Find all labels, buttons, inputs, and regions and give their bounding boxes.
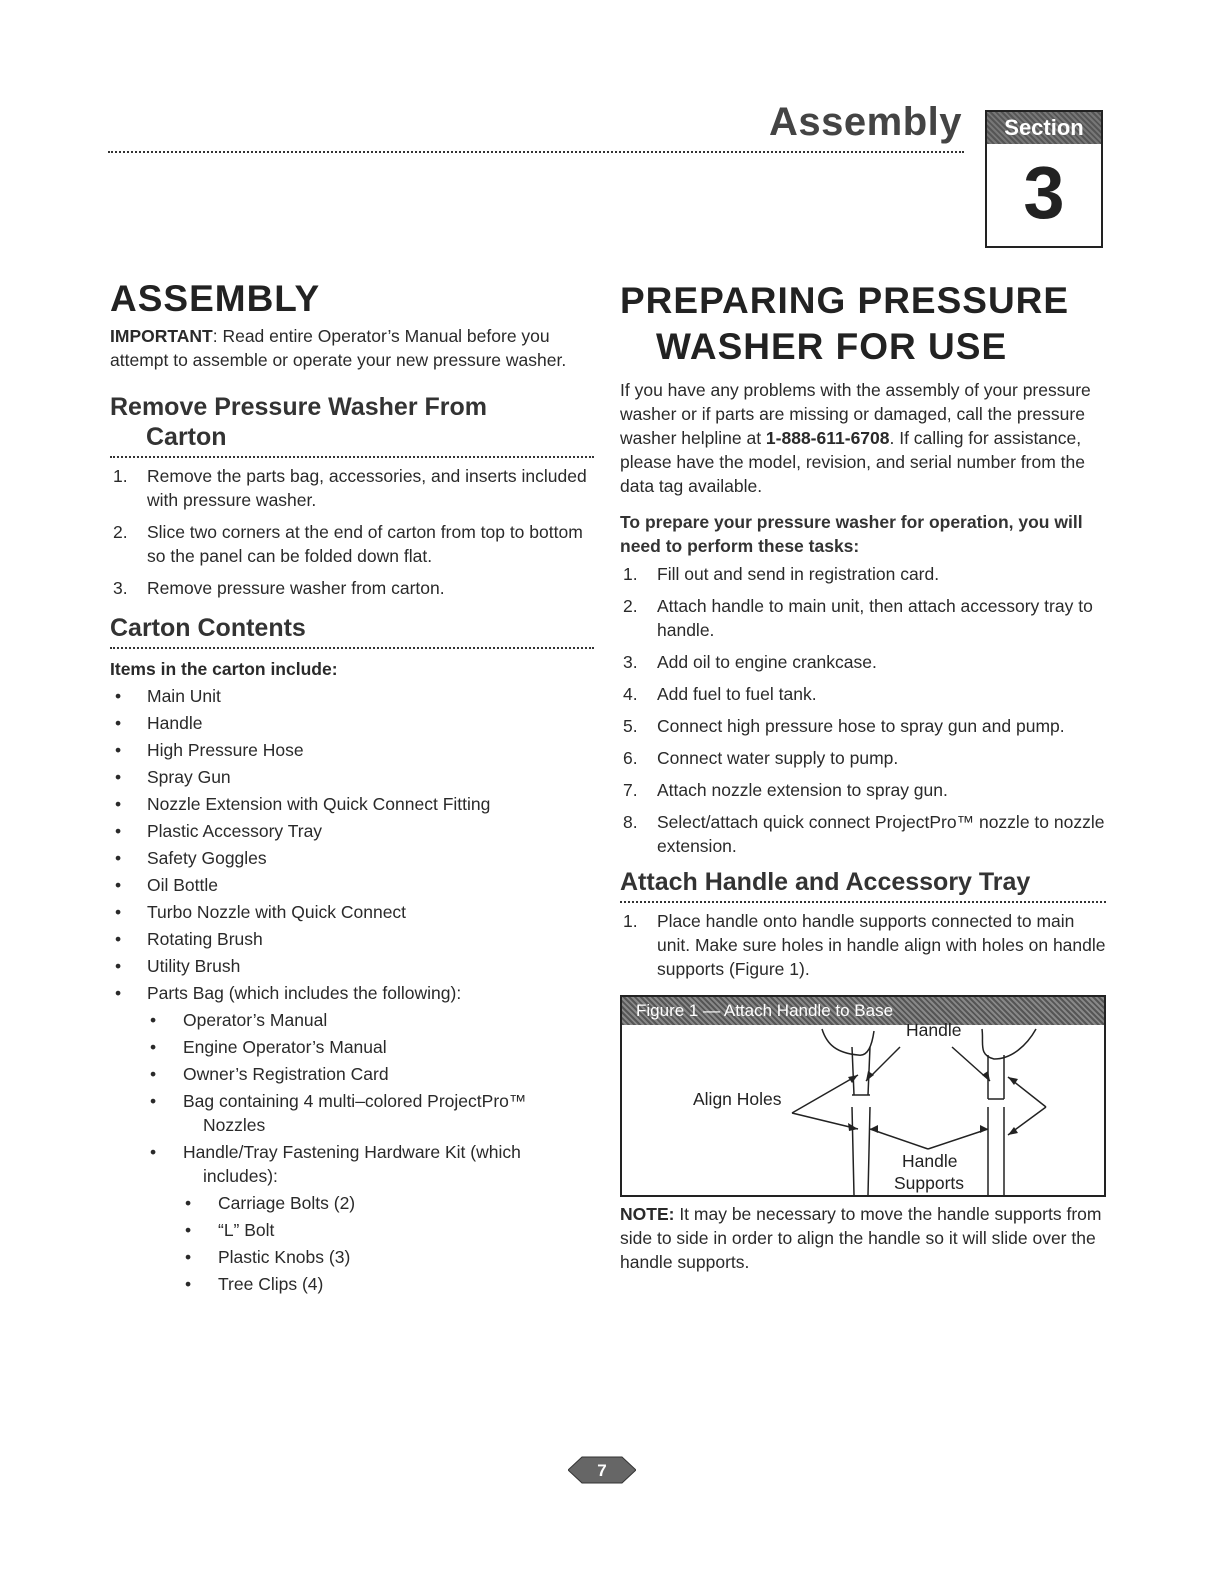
item-text: Plastic Accessory Tray: [147, 821, 323, 841]
left-column: [110, 278, 594, 1299]
intro-text-cont: . If calling for assistance, please have the model, revision, and serial number from the data tag available.: [620, 428, 1085, 496]
step-number: 2.: [623, 596, 638, 616]
arrowhead: [870, 1125, 878, 1133]
list-item: [110, 520, 594, 568]
step-text: Attach handle to main unit, then attach accessory tray to handle.: [657, 596, 1093, 640]
step-text: Place handle onto handle supports connected to main unit. Make sure holes in handle align with holes on handle supports (Figure 1).: [657, 911, 1106, 979]
figure-label-supports-1: Handle: [902, 1151, 958, 1171]
list-item: [110, 738, 594, 765]
important-label: IMPORTANT: [110, 326, 213, 346]
bullet: •: [115, 821, 122, 841]
list-item: [110, 954, 594, 981]
section-badge-number: 3: [1023, 151, 1065, 234]
section-badge-label: Section: [987, 112, 1101, 144]
step-number: 8.: [623, 812, 638, 832]
step-number: 1.: [623, 564, 638, 584]
section-header-title: Assembly: [769, 100, 962, 144]
step-text: Attach nozzle extension to spray gun.: [657, 780, 948, 800]
remove-heading-line2: Carton: [146, 423, 227, 451]
bullet: •: [150, 1142, 157, 1162]
bullet: •: [115, 740, 122, 760]
step-text: Add oil to engine crankcase.: [657, 652, 877, 672]
step-text: Remove pressure washer from carton.: [147, 578, 445, 598]
left-support-tube: [852, 1107, 870, 1195]
intro-paragraph: [620, 378, 1106, 498]
item-text: Safety Goggles: [147, 848, 267, 868]
item-text: Operator’s Manual: [183, 1010, 328, 1030]
right-column: [620, 278, 1106, 989]
bullet: •: [115, 767, 122, 787]
attach-steps-list: [620, 909, 1106, 981]
bullet: •: [115, 875, 122, 895]
bullet: •: [185, 1220, 192, 1240]
step-text: Connect high pressure hose to spray gun and pump.: [657, 716, 1065, 736]
preparing-heading: [620, 278, 1106, 370]
remove-heading-line1: Remove Pressure Washer From: [110, 393, 488, 421]
list-item: [620, 746, 1106, 770]
item-text: Parts Bag (which includes the following):: [147, 983, 462, 1003]
arrowhead: [982, 1071, 990, 1081]
list-item: [110, 711, 594, 738]
bullet: •: [185, 1247, 192, 1267]
item-text: Main Unit: [147, 686, 221, 706]
intro-text: If you have any problems with the assembly of your pressure washer or if parts are missing or damaged, call the pressure washer helpline at: [620, 380, 1091, 448]
item-text: Utility Brush: [147, 956, 241, 976]
list-item: [110, 927, 594, 954]
carton-items-list: [110, 684, 594, 1299]
item-text: “L” Bolt: [218, 1220, 275, 1240]
figure-illustration: [622, 1025, 1104, 1195]
list-item: [620, 594, 1106, 642]
arrowhead: [980, 1125, 988, 1133]
list-item: [110, 1062, 594, 1089]
bullet: •: [150, 1091, 157, 1111]
list-item: [110, 1089, 594, 1137]
note-label: NOTE:: [620, 1204, 675, 1224]
arrow-align-left-top: [792, 1075, 858, 1113]
carton-contents-rule: [110, 647, 594, 649]
left-hand-drawing: [822, 1029, 874, 1055]
list-item: [110, 819, 594, 846]
bullet: •: [115, 983, 122, 1003]
list-item: [620, 714, 1106, 738]
item-text: Turbo Nozzle with Quick Connect: [147, 902, 407, 922]
step-number: 1.: [113, 466, 128, 486]
arrow-supports-right: [928, 1129, 988, 1149]
bullet: •: [150, 1010, 157, 1030]
items-intro: Items in the carton include:: [110, 659, 338, 679]
list-item: [110, 684, 594, 711]
list-item: [110, 1008, 594, 1035]
helpline-phone: 1-888-611-6708: [765, 428, 890, 448]
bullet: •: [115, 794, 122, 814]
step-text: Slice two corners at the end of carton from top to bottom so the panel can be folded down flat.: [147, 522, 583, 566]
list-item: [620, 810, 1106, 858]
item-text: Tree Clips (4): [218, 1274, 324, 1294]
step-text: Connect water supply to pump.: [657, 748, 899, 768]
item-text: Carriage Bolts (2): [218, 1193, 356, 1213]
item-text: Oil Bottle: [147, 875, 218, 895]
step-text: Remove the parts bag, accessories, and inserts included with pressure washer.: [147, 466, 587, 510]
tasks-intro: To prepare your pressure washer for operation, you will need to perform these tasks:: [620, 512, 1083, 556]
bullet: •: [150, 1064, 157, 1084]
bullet: •: [115, 848, 122, 868]
step-number: 1.: [623, 911, 638, 931]
bullet: •: [115, 686, 122, 706]
bullet: •: [115, 956, 122, 976]
item-text: Engine Operator’s Manual: [183, 1037, 387, 1057]
step-number: 3.: [623, 652, 638, 672]
arrow-align-left-bottom: [792, 1113, 858, 1129]
step-number: 6.: [623, 748, 638, 768]
step-text: Select/attach quick connect ProjectPro™ nozzle to nozzle extension.: [657, 812, 1105, 856]
list-item: [110, 765, 594, 792]
item-text: Owner’s Registration Card: [183, 1064, 389, 1084]
bullet: •: [150, 1037, 157, 1057]
list-item: [110, 1245, 594, 1272]
carton-contents-heading: Carton Contents: [110, 614, 306, 642]
arrow-supports-left: [870, 1129, 928, 1149]
bullet: •: [115, 902, 122, 922]
remove-heading-rule: [110, 456, 594, 458]
note-text: It may be necessary to move the handle supports from side to side in order to align the handle so it will slide over the handle supports.: [620, 1204, 1102, 1272]
bullet: •: [115, 929, 122, 949]
item-text-cont: Nozzles: [203, 1115, 266, 1135]
item-text-cont: includes):: [203, 1166, 278, 1186]
item-text: Nozzle Extension with Quick Connect Fitting: [147, 794, 491, 814]
page-number: 7: [597, 1461, 607, 1480]
list-item: [110, 576, 594, 600]
header-rule: [108, 151, 964, 153]
list-item: [110, 1035, 594, 1062]
list-item: [620, 909, 1106, 981]
right-hand-drawing: [982, 1029, 1036, 1059]
assembly-heading: ASSEMBLY: [110, 278, 321, 319]
figure-label-align-holes: Align Holes: [693, 1089, 782, 1109]
tasks-list: [620, 562, 1106, 858]
item-text: Plastic Knobs (3): [218, 1247, 351, 1267]
list-item: [110, 846, 594, 873]
item-text: Bag containing 4 multi–colored ProjectPro™: [183, 1091, 527, 1111]
figure-caption: Figure 1 — Attach Handle to Base: [622, 997, 1104, 1025]
step-number: 7.: [623, 780, 638, 800]
remove-heading: [110, 392, 594, 452]
list-item: [110, 1218, 594, 1245]
preparing-heading-line1: PREPARING PRESSURE: [620, 280, 1070, 321]
list-item: [620, 650, 1106, 674]
right-support-tube: [988, 1107, 1004, 1195]
right-handle-tube: [988, 1055, 1004, 1099]
arrowhead: [866, 1071, 874, 1081]
item-text: Handle/Tray Fastening Hardware Kit (which: [183, 1142, 521, 1162]
step-text: Fill out and send in registration card.: [657, 564, 940, 584]
step-text: Add fuel to fuel tank.: [657, 684, 817, 704]
figure-label-handle: Handle: [906, 1020, 962, 1040]
list-item: [110, 1191, 594, 1218]
list-item: [620, 562, 1106, 586]
list-item: [110, 1140, 594, 1188]
figure-label-supports-2: Supports: [894, 1173, 965, 1193]
step-number: 4.: [623, 684, 638, 704]
step-number: 2.: [113, 522, 128, 542]
page-number-badge: [568, 1455, 636, 1485]
important-paragraph: [110, 324, 594, 372]
important-text: : Read entire Operator’s Manual before you attempt to assemble or operate your new pressure washer.: [110, 326, 567, 370]
bullet: •: [185, 1193, 192, 1213]
item-text: Handle: [147, 713, 203, 733]
bullet: •: [115, 713, 122, 733]
list-item: [110, 1272, 594, 1299]
step-number: 3.: [113, 578, 128, 598]
attach-heading: Attach Handle and Accessory Tray: [620, 868, 1031, 896]
bullet: •: [185, 1274, 192, 1294]
item-text: Spray Gun: [147, 767, 231, 787]
list-item: [620, 778, 1106, 802]
list-item: [110, 873, 594, 900]
attach-heading-rule: [620, 901, 1106, 903]
list-item: [110, 900, 594, 927]
note-paragraph: [620, 1202, 1106, 1274]
preparing-heading-line2: WASHER FOR USE: [656, 326, 1008, 367]
item-text: Rotating Brush: [147, 929, 263, 949]
list-item: [110, 792, 594, 819]
list-item: [110, 981, 594, 1008]
item-text: High Pressure Hose: [147, 740, 304, 760]
remove-steps-list: [110, 464, 594, 600]
list-item: [110, 464, 594, 512]
step-number: 5.: [623, 716, 638, 736]
list-item: [620, 682, 1106, 706]
